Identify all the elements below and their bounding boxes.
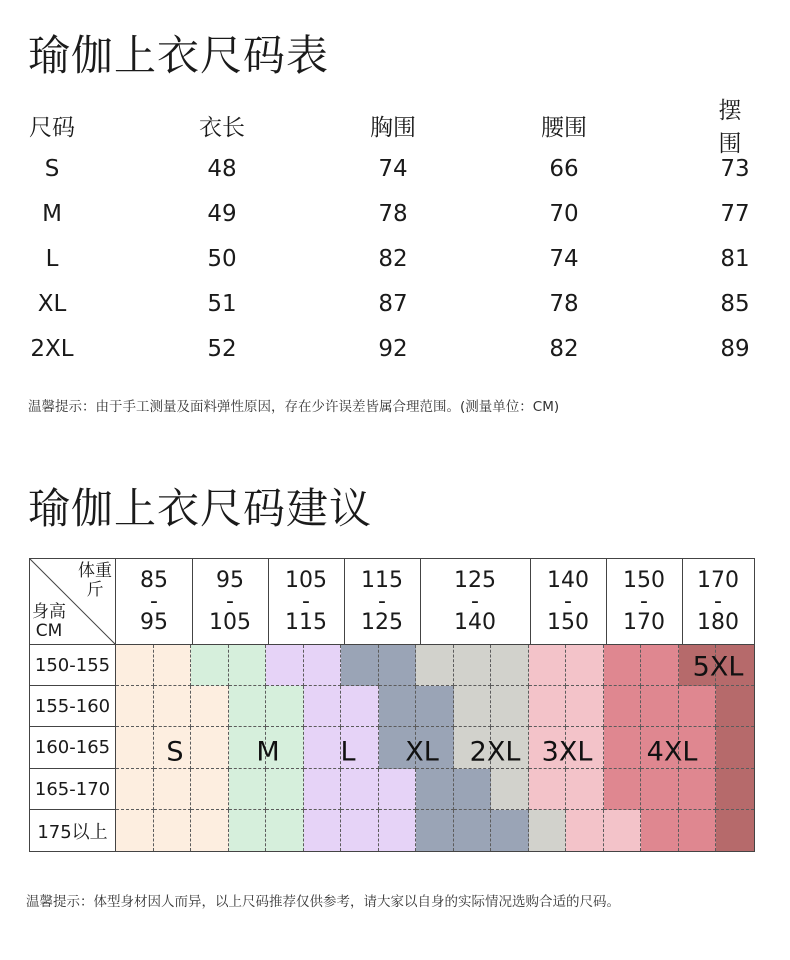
size-zone-cell — [116, 645, 154, 686]
corner-weight-label: 体重 斤 — [78, 561, 112, 600]
size-zone-cell — [266, 686, 304, 727]
size-zone-cell — [641, 810, 679, 851]
size-chart-cell: 78 — [549, 290, 579, 317]
size-chart-row — [28, 191, 768, 236]
size-zone-cell — [304, 645, 342, 686]
size-chart-row — [28, 236, 768, 281]
recommend-title: 瑜伽上衣尺码建议 — [28, 484, 373, 533]
size-zone-cell — [679, 769, 717, 810]
size-zone-label: L — [340, 736, 356, 768]
size-chart-header-cell: 摆围 — [718, 98, 742, 157]
size-zone-cell — [229, 645, 267, 686]
size-zone-cell — [379, 810, 417, 851]
weight-range-text: - — [302, 589, 310, 614]
size-zone-cell — [229, 686, 267, 727]
size-chart-cell: M — [42, 200, 62, 227]
weight-range-text: 95 — [216, 568, 244, 593]
size-zone-cell — [604, 727, 642, 769]
size-chart-cell: 2XL — [30, 335, 74, 362]
size-chart-cell: 82 — [378, 245, 408, 272]
size-chart-row — [28, 281, 768, 326]
size-chart-cell: 74 — [378, 155, 408, 182]
size-zone-cell — [529, 645, 567, 686]
size-zone-cell — [304, 769, 342, 810]
size-zone-cell — [341, 645, 379, 686]
size-chart-cell: 66 — [549, 155, 579, 182]
size-zone-label: XL — [405, 736, 439, 768]
size-zone-cell — [604, 645, 642, 686]
size-zone-cell — [716, 769, 754, 810]
size-zone-cell — [116, 810, 154, 851]
weight-range-text: 95 — [140, 610, 168, 635]
grid-corner-header — [30, 559, 116, 645]
size-zone-cell — [491, 686, 529, 727]
weight-range-text: 150 — [623, 568, 665, 593]
size-chart-cell: XL — [37, 290, 67, 317]
size-chart-header-row — [28, 98, 768, 157]
size-chart-header-cell: 尺码 — [29, 114, 75, 141]
size-zone-cell — [154, 686, 192, 727]
size-zone-cell — [416, 645, 454, 686]
size-zone-cell — [491, 810, 529, 851]
size-chart-cell: 48 — [207, 155, 237, 182]
height-range-header: 160-165 — [30, 727, 116, 769]
size-zone-cell — [116, 769, 154, 810]
size-chart-note: 温馨提示：由于手工测量及面料弹性原因，存在少许误差皆属合理范围。(测量单位：CM) — [28, 399, 560, 415]
size-zone-cell — [416, 810, 454, 851]
size-zone-cell — [266, 769, 304, 810]
size-chart-cell: 49 — [207, 200, 237, 227]
height-range-header: 165-170 — [30, 769, 116, 810]
height-range-header: 175以上 — [30, 810, 116, 851]
height-range-header: 155-160 — [30, 686, 116, 727]
weight-range-text: 125 — [361, 610, 403, 635]
height-range-header: 150-155 — [30, 645, 116, 686]
size-zone-cell — [341, 810, 379, 851]
weight-range-text: 140 — [454, 610, 496, 635]
size-zone-cell — [116, 686, 154, 727]
size-zone-cell — [191, 686, 229, 727]
recommend-note: 温馨提示：体型身材因人而异，以上尺码推荐仅供参考，请大家以自身的实际情况选购合适的尺码。 — [26, 894, 620, 910]
weight-range-text: 150 — [547, 610, 589, 635]
size-zone-cell — [416, 769, 454, 810]
size-zone-cell — [341, 686, 379, 727]
size-zone-cell — [304, 686, 342, 727]
size-zone-cell — [191, 645, 229, 686]
size-zone-label: M — [256, 736, 280, 768]
size-zone-cell — [716, 810, 754, 851]
size-zone-cell — [266, 645, 304, 686]
size-zone-cell — [379, 686, 417, 727]
corner-height-label: 身高 CM — [32, 602, 66, 641]
size-zone-cell — [566, 769, 604, 810]
size-zone-cell — [641, 645, 679, 686]
size-zone-cell — [716, 686, 754, 727]
size-chart-cell: 70 — [549, 200, 579, 227]
size-zone-cell — [529, 769, 567, 810]
weight-range-text: 105 — [209, 610, 251, 635]
size-zone-cell — [566, 686, 604, 727]
weight-range-text: - — [226, 589, 234, 614]
weight-range-text: 140 — [547, 568, 589, 593]
size-zone-cell — [641, 769, 679, 810]
size-zone-cell — [191, 810, 229, 851]
size-zone-cell — [454, 810, 492, 851]
weight-range-text: - — [564, 589, 572, 614]
size-zone-cell — [304, 810, 342, 851]
size-zone-cell — [641, 686, 679, 727]
size-zone-cell — [454, 686, 492, 727]
size-chart-cell: 77 — [720, 200, 750, 227]
weight-range-text: - — [640, 589, 648, 614]
weight-range-header — [682, 559, 755, 645]
size-chart-cell: 82 — [549, 335, 579, 362]
weight-range-header — [420, 559, 531, 645]
size-zone-cell — [716, 727, 754, 769]
size-chart-cell: 74 — [549, 245, 579, 272]
size-chart-cell: L — [45, 245, 59, 272]
weight-range-text: 125 — [454, 568, 496, 593]
weight-range-text: - — [150, 589, 158, 614]
size-recommend-grid — [29, 558, 755, 852]
size-zone-cell — [491, 769, 529, 810]
size-zone-cell — [416, 686, 454, 727]
size-chart-cell: 78 — [378, 200, 408, 227]
size-zone-cell — [604, 769, 642, 810]
size-zone-cell — [454, 645, 492, 686]
size-zone-cell — [191, 769, 229, 810]
size-zone-cell — [379, 769, 417, 810]
size-zone-label: S — [166, 736, 184, 768]
weight-range-header — [530, 559, 607, 645]
size-zone-cell — [229, 769, 267, 810]
weight-range-text: 85 — [140, 568, 168, 593]
weight-range-header — [116, 559, 193, 645]
size-zone-cell — [491, 645, 529, 686]
weight-range-text: 170 — [697, 568, 739, 593]
size-chart-cell: 52 — [207, 335, 237, 362]
size-zone-cell — [529, 686, 567, 727]
size-zone-cell — [454, 769, 492, 810]
size-chart-cell: 81 — [720, 245, 750, 272]
size-zone-cell — [229, 810, 267, 851]
size-chart-cell: 73 — [720, 155, 750, 182]
size-chart-row — [28, 146, 768, 191]
weight-range-header — [192, 559, 269, 645]
weight-range-text: 115 — [285, 610, 327, 635]
size-chart-cell: 87 — [378, 290, 408, 317]
size-zone-cell — [116, 727, 154, 769]
weight-range-header — [606, 559, 683, 645]
size-chart-header-cell: 腰围 — [541, 114, 587, 141]
size-chart-table — [28, 98, 768, 371]
size-chart-cell: 92 — [378, 335, 408, 362]
size-zone-label: 2XL — [469, 736, 521, 768]
size-zone-cell — [191, 727, 229, 769]
size-zone-cell — [379, 645, 417, 686]
size-chart-cell: 50 — [207, 245, 237, 272]
weight-range-text: 115 — [361, 568, 403, 593]
size-chart-cell: 51 — [207, 290, 237, 317]
size-zone-cell — [604, 686, 642, 727]
size-zone-cell — [566, 810, 604, 851]
size-zone-label: 5XL — [692, 651, 744, 683]
size-zone-label: 4XL — [646, 736, 698, 768]
weight-range-text: - — [714, 589, 722, 614]
size-chart-header-cell: 衣长 — [199, 114, 245, 141]
weight-range-text: 170 — [623, 610, 665, 635]
size-chart-cell: 85 — [720, 290, 750, 317]
size-zone-cell — [154, 769, 192, 810]
weight-range-header — [344, 559, 421, 645]
weight-range-text: 105 — [285, 568, 327, 593]
size-zone-cell — [304, 727, 342, 769]
size-zone-label: 3XL — [541, 736, 593, 768]
size-chart-cell: S — [44, 155, 60, 182]
size-zone-cell — [566, 645, 604, 686]
weight-range-text: - — [378, 589, 386, 614]
weight-range-text: - — [471, 589, 479, 614]
size-chart-row — [28, 326, 768, 371]
size-zone-cell — [679, 810, 717, 851]
size-chart-cell: 89 — [720, 335, 750, 362]
size-chart-title: 瑜伽上衣尺码表 — [28, 31, 330, 80]
size-zone-cell — [604, 810, 642, 851]
size-chart-header-cell: 胸围 — [370, 114, 416, 141]
weight-range-text: 180 — [697, 610, 739, 635]
size-zone-cell — [529, 810, 567, 851]
size-zone-cell — [266, 810, 304, 851]
size-zone-cell — [679, 686, 717, 727]
size-zone-cell — [154, 645, 192, 686]
weight-range-header — [268, 559, 345, 645]
size-zone-cell — [341, 769, 379, 810]
size-zone-cell — [154, 810, 192, 851]
